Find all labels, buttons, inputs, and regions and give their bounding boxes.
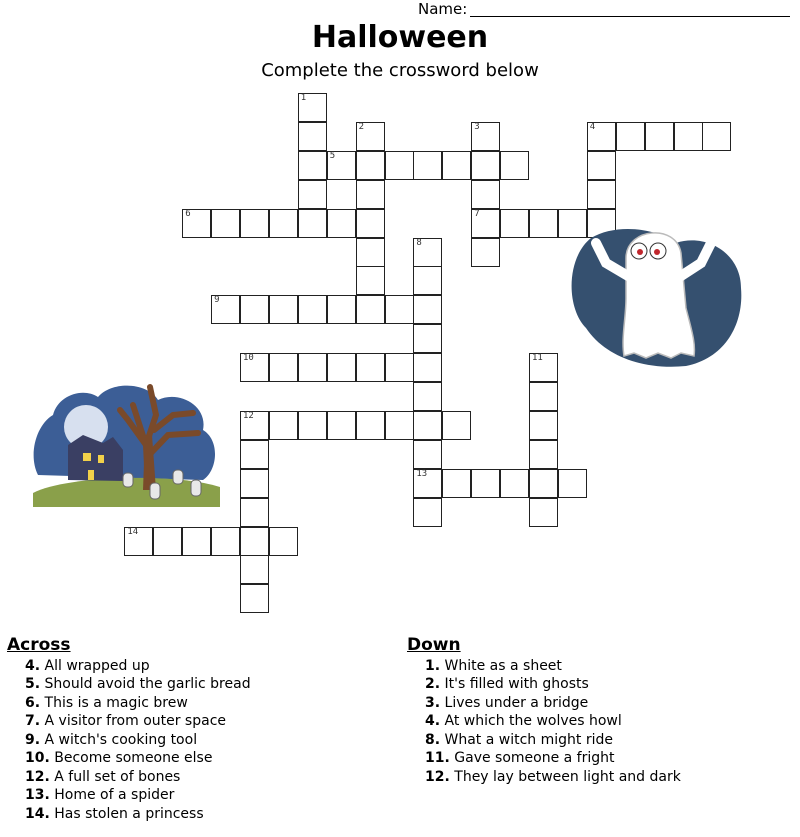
grid-cell[interactable]: [269, 411, 298, 440]
grid-cell[interactable]: [298, 93, 327, 122]
page-subtitle: Complete the crossword below: [261, 60, 539, 81]
grid-cell[interactable]: [471, 151, 500, 180]
cell-number: 1: [300, 93, 307, 103]
cell-number: 8: [416, 237, 422, 248]
grid-cell[interactable]: [327, 151, 356, 180]
grid-cell[interactable]: [240, 411, 269, 440]
cell-number: 4: [589, 121, 596, 132]
grid-cell[interactable]: [702, 122, 731, 151]
clue-number: 8.: [425, 731, 441, 748]
grid-cell[interactable]: [240, 498, 269, 527]
grid-cell[interactable]: [211, 209, 240, 238]
grid-cell[interactable]: [442, 411, 471, 440]
grid-cell[interactable]: [269, 209, 298, 238]
cell-number: 5: [329, 150, 336, 161]
grid-cell[interactable]: [413, 382, 442, 411]
grid-cell[interactable]: [240, 555, 269, 584]
grid-cell[interactable]: [240, 469, 269, 498]
cell-number: 10: [243, 353, 254, 364]
grid-cell[interactable]: [529, 440, 558, 469]
grid-cell[interactable]: [529, 498, 558, 527]
clue-number: 3.: [425, 694, 441, 711]
grid-cell[interactable]: [616, 122, 645, 151]
cell-number: 2: [358, 121, 365, 132]
grid-cell[interactable]: [240, 295, 269, 324]
down-heading: Down: [407, 635, 461, 655]
across-clue: [7, 657, 251, 676]
across-clue: [7, 805, 251, 824]
clue-text: At which the wolves howl: [440, 713, 622, 729]
down-clue: [407, 712, 681, 731]
across-clue: [7, 749, 251, 768]
clue-number: 1.: [425, 657, 441, 674]
grid-cell[interactable]: [298, 353, 327, 382]
clue-number: 12.: [25, 768, 50, 785]
grid-cell[interactable]: [211, 527, 240, 556]
grid-cell[interactable]: [182, 527, 211, 556]
clue-text: This is a magic brew: [40, 694, 188, 711]
clue-number: 7.: [25, 713, 41, 729]
grid-cell[interactable]: [356, 266, 385, 295]
grid-cell[interactable]: [471, 180, 500, 209]
grid-cell[interactable]: [356, 238, 385, 267]
grid-cell[interactable]: [442, 469, 471, 498]
cell-number: 13: [416, 468, 428, 479]
down-clue: [407, 657, 681, 676]
clue-number: 14.: [25, 805, 50, 822]
grid-cell[interactable]: [413, 469, 442, 498]
grid-cell[interactable]: [529, 353, 558, 382]
clue-text: Should avoid the garlic bread: [40, 676, 251, 692]
clue-text: Become someone else: [49, 750, 213, 766]
grid-cell[interactable]: [182, 209, 211, 238]
grid-cell[interactable]: [240, 440, 269, 469]
down-clue: [407, 694, 681, 713]
cell-number: 6: [185, 208, 191, 219]
grid-cell[interactable]: [298, 295, 327, 324]
clue-number: 10.: [25, 750, 50, 766]
grid-cell[interactable]: [356, 151, 385, 180]
down-clue: [407, 749, 681, 768]
grid-cell[interactable]: [385, 353, 414, 382]
grid-cell[interactable]: [385, 411, 414, 440]
grid-cell[interactable]: [240, 527, 269, 556]
grid-cell[interactable]: [529, 382, 558, 411]
clue-text: Lives under a bridge: [440, 694, 589, 711]
clue-number: 5.: [25, 676, 41, 692]
across-clue: [7, 731, 251, 750]
grid-cell[interactable]: [587, 180, 616, 209]
grid-cell[interactable]: [413, 411, 442, 440]
clue-number: 11.: [425, 750, 450, 766]
cell-number: 14: [127, 526, 139, 537]
grid-cell[interactable]: [413, 295, 442, 324]
across-clue: [7, 712, 251, 731]
grid-cell[interactable]: [298, 151, 327, 180]
grid-cell[interactable]: [385, 151, 414, 180]
grid-cell[interactable]: [211, 295, 240, 324]
ghost-illustration: [566, 218, 746, 370]
cell-number: 7: [474, 208, 480, 219]
grid-cell[interactable]: [327, 411, 356, 440]
grid-cell[interactable]: [500, 151, 529, 180]
clue-text: A visitor from outer space: [40, 713, 227, 729]
grid-cell[interactable]: [327, 295, 356, 324]
clue-text: Has stolen a princess: [49, 805, 204, 822]
grid-cell[interactable]: [413, 440, 442, 469]
clue-text: What a witch might ride: [440, 731, 613, 748]
down-clue: [407, 768, 681, 787]
clue-number: 4.: [25, 657, 41, 674]
grid-cell[interactable]: [500, 209, 529, 238]
grid-cell[interactable]: [298, 122, 327, 151]
down-clues: [407, 636, 681, 786]
grid-cell[interactable]: [153, 527, 182, 556]
grid-cell[interactable]: [442, 151, 471, 180]
page-title: Halloween: [311, 20, 489, 55]
cell-number: 9: [214, 295, 220, 306]
across-clue: [7, 768, 251, 787]
grid-cell[interactable]: [471, 469, 500, 498]
grid-cell[interactable]: [645, 122, 674, 151]
clue-number: 9.: [25, 731, 41, 748]
clue-text: A full set of bones: [49, 768, 181, 785]
grid-cell[interactable]: [269, 527, 298, 556]
grid-cell[interactable]: [413, 324, 442, 353]
clue-text: Gave someone a fright: [449, 750, 615, 766]
down-clue: [407, 731, 681, 750]
grid-cell[interactable]: [298, 180, 327, 209]
grid-cell[interactable]: [269, 295, 298, 324]
grid-cell[interactable]: [529, 411, 558, 440]
haunted-house-illustration: [28, 375, 224, 510]
grid-cell[interactable]: [356, 180, 385, 209]
grid-cell[interactable]: [471, 209, 500, 238]
clue-text: They lay between light and dark: [449, 768, 681, 785]
grid-cell[interactable]: [356, 411, 385, 440]
name-label: Name:: [418, 0, 468, 18]
grid-cell[interactable]: [356, 122, 385, 151]
clue-number: 2.: [425, 676, 441, 692]
across-clue: [7, 694, 251, 713]
grid-cell[interactable]: [413, 238, 442, 267]
clue-number: 13.: [25, 787, 50, 803]
grid-cell[interactable]: [471, 238, 500, 267]
grid-cell[interactable]: [327, 353, 356, 382]
down-clue: [407, 675, 681, 694]
grid-cell[interactable]: [240, 209, 269, 238]
across-clues: [7, 636, 251, 823]
grid-cell[interactable]: [529, 469, 558, 498]
grid-cell[interactable]: [674, 122, 703, 151]
grid-cell[interactable]: [471, 122, 500, 151]
clue-text: Home of a spider: [49, 787, 175, 803]
cell-number: 11: [532, 353, 543, 364]
clue-text: It's filled with ghosts: [440, 676, 589, 692]
grid-cell[interactable]: [385, 295, 414, 324]
grid-cell[interactable]: [240, 353, 269, 382]
clue-text: A witch's cooking tool: [40, 731, 198, 748]
clue-text: White as a sheet: [440, 657, 562, 674]
clue-number: 4.: [425, 713, 441, 729]
grid-cell[interactable]: [298, 209, 327, 238]
grid-cell[interactable]: [240, 584, 269, 613]
grid-cell[interactable]: [356, 353, 385, 382]
grid-cell[interactable]: [587, 151, 616, 180]
grid-cell[interactable]: [356, 295, 385, 324]
clue-number: 12.: [425, 768, 450, 785]
grid-cell[interactable]: [269, 353, 298, 382]
grid-cell[interactable]: [558, 469, 587, 498]
across-clue: [7, 675, 251, 694]
grid-cell[interactable]: [327, 209, 356, 238]
grid-cell[interactable]: [587, 122, 616, 151]
grid-cell[interactable]: [298, 411, 327, 440]
grid-cell[interactable]: [413, 266, 442, 295]
grid-cell[interactable]: [413, 498, 442, 527]
grid-cell[interactable]: [529, 209, 558, 238]
clue-number: 6.: [25, 694, 41, 711]
grid-cell[interactable]: [413, 151, 442, 180]
across-heading: Across: [7, 635, 71, 655]
across-clue: [7, 786, 251, 805]
clue-text: All wrapped up: [40, 657, 150, 674]
grid-cell[interactable]: [500, 469, 529, 498]
cell-number: 12: [243, 410, 254, 421]
grid-cell[interactable]: [124, 527, 153, 556]
grid-cell[interactable]: [356, 209, 385, 238]
grid-cell[interactable]: [413, 353, 442, 382]
cell-number: 3: [474, 121, 480, 132]
